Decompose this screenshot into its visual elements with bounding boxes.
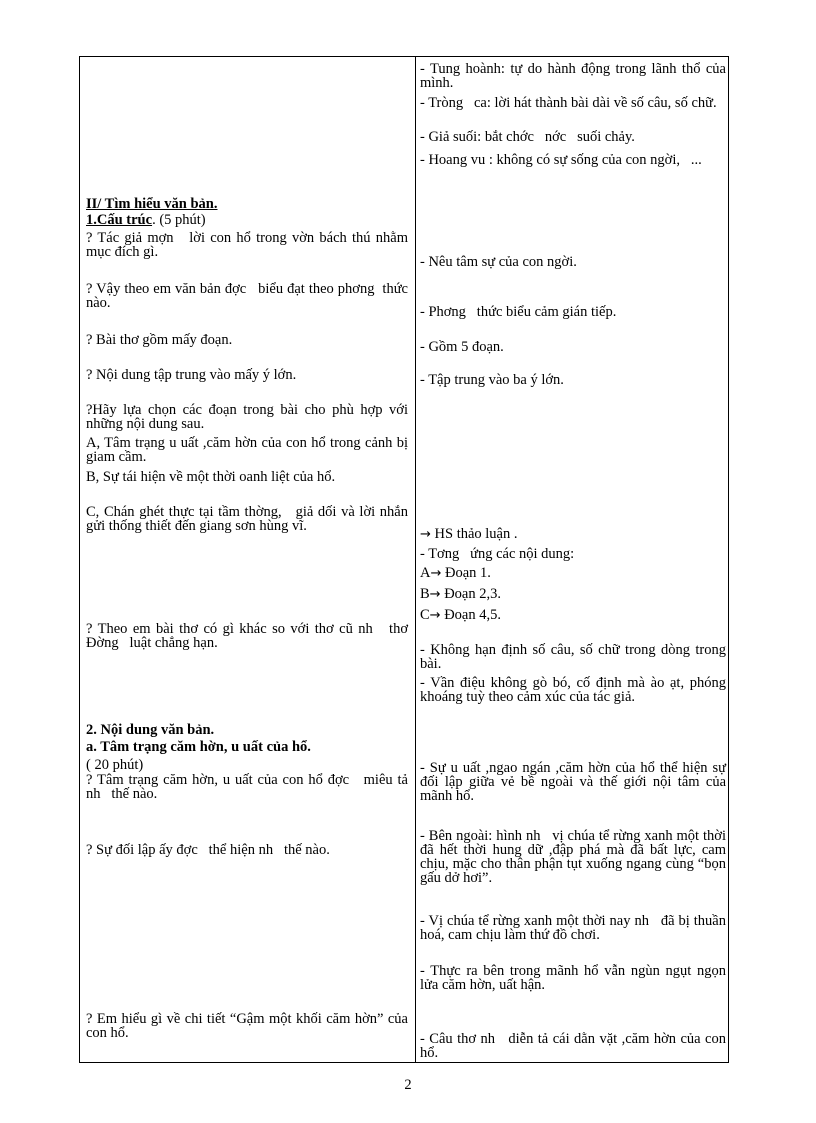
- question-3: ? Bài thơ gồm mấy đoạn.: [86, 332, 233, 348]
- match-c-letter: C: [420, 607, 430, 623]
- lesson-table: [79, 56, 729, 1063]
- match-b-letter: B: [420, 586, 430, 602]
- option-b: B, Sự tái hiện về một thời oanh liệt của hổ.: [86, 469, 336, 485]
- answer-9: - Câu thơ nh diễn tả cái dằn vặt ,căm hờn của con hổ.: [420, 1031, 730, 1061]
- discussion-label: HS thảo luận .: [434, 526, 518, 542]
- question-5: ?Hãy lựa chọn các đoạn trong bài cho phù hợp với những nội dung sau.: [86, 402, 412, 432]
- arrow-right-icon: →: [420, 527, 431, 542]
- match-b: [420, 587, 726, 602]
- section-2a-title: a. Tâm trạng căm hờn, u uất của hổ: [86, 739, 308, 755]
- match-c-value: Đoạn 4,5.: [444, 607, 501, 623]
- answer-6b: - Vần điệu không gò bó, cố định mà ào ạt, phóng khoáng tuỳ theo cảm xúc của tác giả.: [420, 675, 730, 705]
- match-a-value: Đoạn 1.: [445, 565, 491, 581]
- question-9: ? Em hiểu gì về chi tiết “Gậm một khối căm hờn” của con hổ.: [86, 1011, 412, 1041]
- section-2a-heading: a. Tâm trạng căm hờn, u uất của hổ.: [86, 739, 311, 755]
- vocab-1: - Tung hoành: tự do hành động trong lãnh thổ của mình.: [420, 61, 730, 91]
- match-b-value: Đoạn 2,3.: [444, 586, 501, 602]
- answer-3: - Gồm 5 đoạn.: [420, 339, 504, 355]
- question-4: ? Nội dung tập trung vào mấy ý lớn.: [86, 367, 297, 383]
- question-1: ? Tác giả mợn lời con hổ trong vờn bách thú nhằm mục đích gì.: [86, 230, 412, 260]
- section-title: II/ Tìm hiểu văn bản.: [86, 196, 218, 212]
- section-1-time: . (5 phút): [152, 212, 206, 228]
- arrow-right-icon: →: [429, 587, 441, 602]
- question-8: ? Sự đối lập ấy đợc thể hiện nh thế nào.: [86, 842, 330, 858]
- vocab-3: - Giả suối: bắt chớc nớc suối chảy.: [420, 129, 635, 145]
- question-6: ? Theo em bài thơ có gì khác so với thơ cũ nh thơ Đờng luật chẳng hạn.: [86, 621, 412, 651]
- question-7: ? Tâm trạng căm hờn, u uất của con hổ đợc miêu tả nh thế nào.: [86, 772, 412, 802]
- vocab-2: - Tròng ca: lời hát thành bài dài về số câu, số chữ.: [420, 95, 717, 111]
- match-intro: - Tơng ứng các nội dung:: [420, 546, 575, 562]
- arrow-right-icon: →: [430, 566, 442, 581]
- option-c: C, Chán ghét thực tại tầm thờng, giả dối và lời nhắn gửi thống thiết đến giang sơn hùng vĩ.: [86, 504, 412, 534]
- question-2: ? Vậy theo em văn bản đợc biểu đạt theo phơng thức nào.: [86, 281, 412, 311]
- answer-8c: - Thực ra bên trong mãnh hổ vẫn ngùn ngụt ngọn lửa căm hờn, uất hận.: [420, 963, 730, 993]
- answer-6a: - Không hạn định số câu, số chữ trong dòng trong bài.: [420, 642, 730, 672]
- answer-8a: - Bên ngoài: hình nh vị chúa tể rừng xanh một thời đã hết thời hung dữ ,đập phá mà đã bất lực, cam chịu, mặc cho thân phận tụt xuống ngang cùng “bọn gấu dở hơi”.: [420, 828, 730, 886]
- match-c: [420, 608, 726, 623]
- discussion-note: [420, 527, 726, 542]
- section-2a-time: ( 20 phút): [86, 757, 144, 773]
- answer-8b: - Vị chúa tể rừng xanh một thời nay nh đã bị thuần hoá, cam chịu làm thứ đồ chơi.: [420, 913, 730, 943]
- answer-7: - Sự u uất ,ngao ngán ,căm hờn của hổ thể hiện sự đối lập giữa vẻ bề ngoài và thế giới nội tâm của mãnh hổ.: [420, 760, 730, 804]
- answer-4: - Tập trung vào ba ý lớn.: [420, 372, 564, 388]
- column-divider: [415, 57, 416, 1062]
- arrow-right-icon: →: [429, 608, 441, 623]
- option-a: A, Tâm trạng u uất ,căm hờn của con hổ trong cảnh bị giam cầm.: [86, 435, 412, 465]
- section-1-title: 1.Cấu trúc: [86, 212, 153, 228]
- section-1-heading: [86, 213, 408, 227]
- page-number: 2: [404, 1077, 412, 1093]
- section-2-heading: 2. Nội dung văn bản.: [86, 722, 215, 738]
- vocab-4: - Hoang vu : không có sự sống của con ngời, ...: [420, 152, 702, 168]
- answer-2: - Phơng thức biểu cảm gián tiếp.: [420, 304, 617, 320]
- section-2-title: 2. Nội dung văn bản: [86, 722, 211, 738]
- match-a-letter: A: [420, 565, 431, 581]
- match-a: [420, 566, 726, 581]
- answer-1: - Nêu tâm sự của con ngời.: [420, 254, 577, 270]
